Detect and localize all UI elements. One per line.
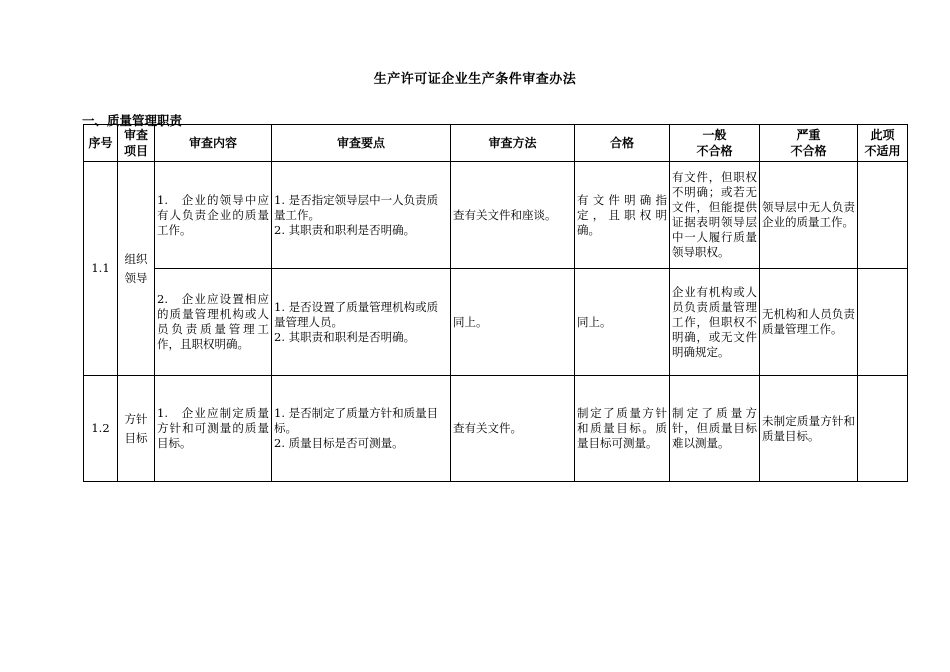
group-item xyxy=(118,376,155,482)
review-points-cell xyxy=(272,269,451,376)
header-severe-line-1: 严重 xyxy=(796,128,821,142)
header-item-line-2: 项目 xyxy=(123,144,148,158)
header-row xyxy=(84,125,908,162)
group-item-line-2: 目标 xyxy=(124,430,148,445)
table-row xyxy=(84,269,908,376)
severe-fail-cell: 无机构和人员负责质量管理工作。 xyxy=(760,269,858,376)
review-content-cell: 2. 企业应设置相应的质量管理机构或人员负责质量管理工作，且职权明确。 xyxy=(155,269,272,376)
review-content-cell: 1. 企业的领导中应有人负责企业的质量工作。 xyxy=(155,162,272,269)
group-item-line-1: 组织 xyxy=(124,251,148,266)
header-item-line-1: 审查 xyxy=(123,128,148,142)
header-pass: 合格 xyxy=(575,125,670,162)
pass-criteria-cell: 同上。 xyxy=(575,269,670,376)
not-applicable-cell xyxy=(858,376,908,482)
header-content: 审查内容 xyxy=(155,125,272,162)
header-na-line-1: 此项 xyxy=(870,128,895,142)
minor-fail-cell: 制定了质量方针，但质量目标难以测量。 xyxy=(670,376,760,482)
review-method-cell: 同上。 xyxy=(451,269,575,376)
group-seq: 1.1 xyxy=(84,162,118,376)
pass-criteria-cell: 有文件明确指定，且职权明确。 xyxy=(575,162,670,269)
review-point-2: 2. 其职责和职利是否明确。 xyxy=(274,222,416,237)
group-seq: 1.2 xyxy=(84,376,118,482)
header-na-line-2: 不适用 xyxy=(864,144,901,158)
document-title: 生产许可证企业生产条件审查办法 xyxy=(373,72,577,87)
review-method-cell: 查有关文件。 xyxy=(451,376,575,482)
header-minor-line-2: 不合格 xyxy=(696,144,733,158)
minor-fail-cell: 有文件，但职权不明确；或若无文件，但能提供证据表明领导层中一人履行质量领导职权。 xyxy=(670,162,760,269)
severe-fail-cell: 领导层中无人负责企业的质量工作。 xyxy=(760,162,858,269)
severe-fail-cell: 未制定质量方针和质量目标。 xyxy=(760,376,858,482)
review-point-2: 2. 其职责和职利是否明确。 xyxy=(274,329,416,344)
review-method-cell: 查有关文件和座谈。 xyxy=(451,162,575,269)
group-item-line-2: 领导 xyxy=(124,270,148,285)
header-seq: 序号 xyxy=(84,125,118,162)
header-method: 审查方法 xyxy=(451,125,575,162)
section-heading: 一、质量管理职责 xyxy=(82,113,183,128)
group-item xyxy=(118,162,155,376)
group-item-line-1: 方针 xyxy=(124,411,148,426)
header-not-applicable xyxy=(858,125,908,162)
header-severe-fail xyxy=(760,125,858,162)
header-minor-fail xyxy=(670,125,760,162)
review-points-cell xyxy=(272,162,451,269)
review-point-2: 2. 质量目标是否可测量。 xyxy=(274,436,404,450)
header-severe-line-2: 不合格 xyxy=(790,144,827,158)
review-content-cell: 1. 企业应制定质量方针和可测量的质量目标。 xyxy=(155,376,272,482)
minor-fail-cell: 企业有机构或人员负责质量管理工作，但职权不明确，或无文件明确规定。 xyxy=(670,269,760,376)
table-row xyxy=(84,376,908,482)
review-table xyxy=(83,124,908,482)
table-row xyxy=(84,162,908,269)
review-point-1: 1. 是否设置了质量管理机构或质量管理人员。 xyxy=(274,299,439,329)
pass-criteria-cell: 制定了质量方针和质量目标。质量目标可测量。 xyxy=(575,376,670,482)
review-point-1: 1. 是否指定领导层中一人负责质量工作。 xyxy=(274,192,439,222)
header-item xyxy=(118,125,155,162)
header-points: 审查要点 xyxy=(272,125,451,162)
review-points-cell xyxy=(272,376,451,482)
not-applicable-cell xyxy=(858,269,908,376)
review-point-1: 1. 是否制定了质量方针和质量目标。 xyxy=(274,406,439,435)
not-applicable-cell xyxy=(858,162,908,269)
header-minor-line-1: 一般 xyxy=(702,128,727,142)
